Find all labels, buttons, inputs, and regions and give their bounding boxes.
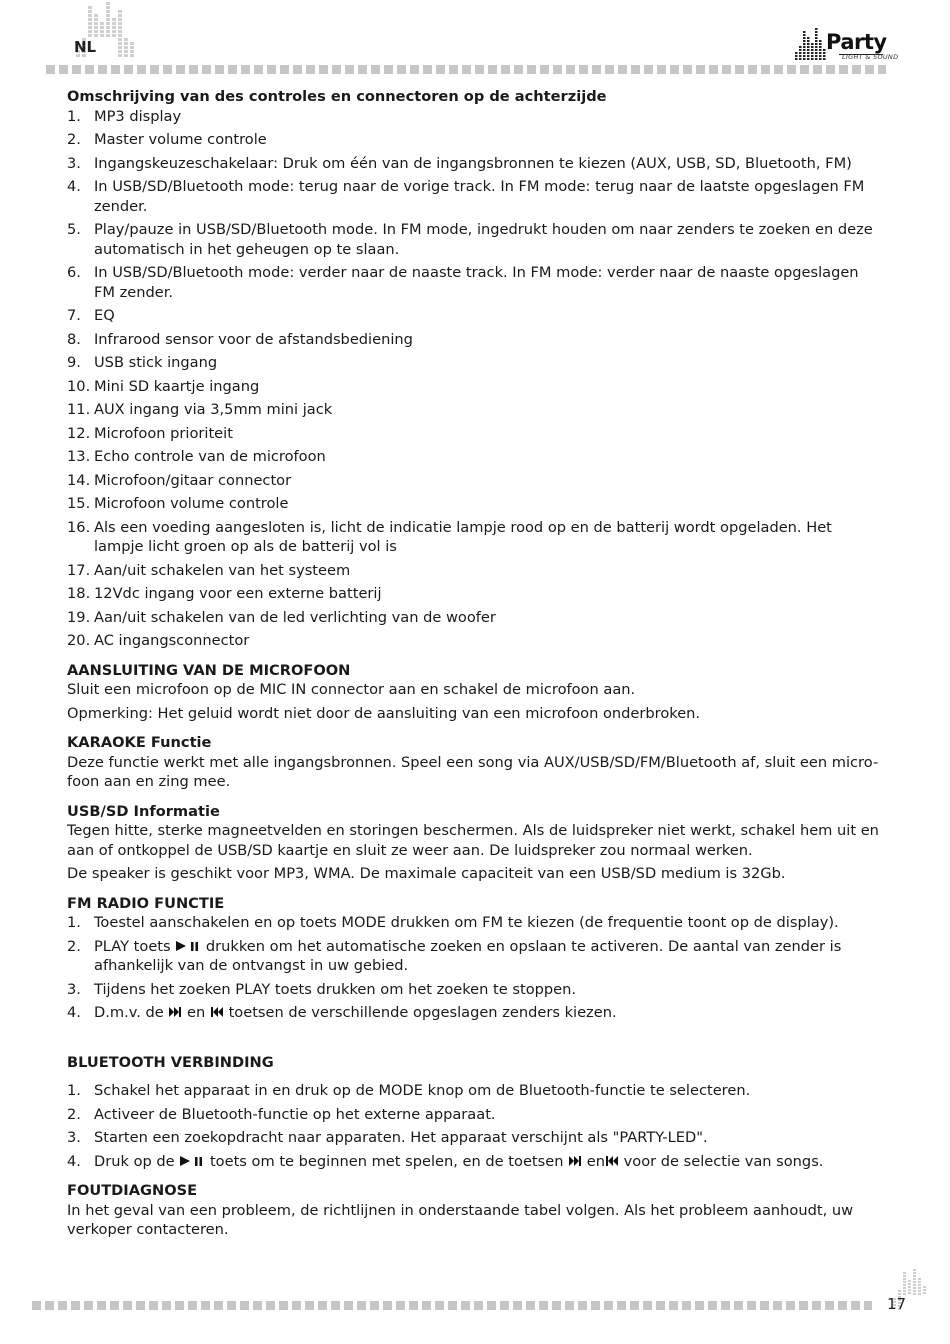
karaoke-paragraph: Deze functie werkt met alle ingangsbronnen. Speel een song via AUX/USB/SD/FM/Bluetooth af, sluit een micro-foon aan en zing mee. — [67, 753, 879, 790]
list-item: 3. Tijdens het zoeken PLAY toets drukken om het zoeken te stoppen. — [67, 980, 577, 998]
list-item: 11. AUX ingang via 3,5mm mini jack — [67, 401, 333, 418]
list-item: 1. Toestel aanschakelen en op toets MODE drukken om FM te kiezen (de frequentie toont op de display). — [67, 914, 839, 931]
usb-paragraph-1: Tegen hitte, sterke magneetvelden en storingen beschermen. Als de luidspreker niet werkt, schakel hem uit en aan of ontkoppel de USB/SD kaartje en sluit ze weer aan. De luidspreker zou normaal werken. — [67, 822, 879, 859]
list-item: 3. Ingangskeuzeschakelaar: Druk om één van de ingangsbronnen te kiezen (AUX, USB, SD, Bluetooth, FM) — [67, 154, 852, 172]
usb-heading: USB/SD Informatie — [67, 802, 220, 820]
list-item: 12. Microfoon prioriteit — [67, 424, 233, 442]
list-item: 10. Mini SD kaartje ingang — [67, 377, 260, 395]
list-item: 15. Microfoon volume controle — [67, 495, 289, 512]
list-item: 2. Activeer de Bluetooth-functie op het externe apparaat. — [67, 1105, 496, 1123]
list-item: 8. Infrarood sensor voor de afstandsbediening — [67, 330, 413, 348]
next-track-icon — [568, 1155, 582, 1167]
list-item: 4. D.m.v. de en toetsen de verschillende opgeslagen zenders kiezen. — [67, 1004, 617, 1021]
fm-steps-list — [67, 913, 879, 1023]
list-item: 1. Schakel het apparaat in en druk op de MODE knop om de Bluetooth-functie te selecteren. — [67, 1082, 751, 1099]
list-item: 6. In USB/SD/Bluetooth mode: verder naar de naaste track. In FM mode: verder naar de naaste opgeslagen FM zender. — [67, 264, 859, 301]
list-item: 20. AC ingangsconnector — [67, 632, 250, 649]
play-pause-icon — [175, 940, 201, 952]
list-item: 19. Aan/uit schakelen van de led verlichting van de woofer — [67, 608, 496, 626]
next-track-icon — [168, 1006, 182, 1018]
bluetooth-heading: BLUETOOTH VERBINDING — [67, 1053, 274, 1071]
diagnosis-paragraph: In het geval van een probleem, de richtlijnen in onderstaande tabel volgen. Als het probleem aanhoudt, uw verkoper contacteren. — [67, 1201, 854, 1238]
usb-paragraph-2: De speaker is geschikt voor MP3, WMA. De maximale capaciteit van een USB/SD medium is 32Gb. — [67, 865, 786, 882]
list-item: 7. EQ — [67, 307, 115, 324]
list-item: 13. Echo controle van de microfoon — [67, 448, 326, 465]
page-number: 17 — [887, 1295, 907, 1313]
list-item: 17. Aan/uit schakelen van het systeem — [67, 561, 351, 579]
fm-heading: FM RADIO FUNCTIE — [67, 894, 225, 912]
diagnosis-heading: FOUTDIAGNOSE — [67, 1182, 198, 1199]
rear-panel-list — [67, 107, 879, 651]
rear-panel-heading: Omschrijving van des controles en connectoren op de achterzijde — [67, 88, 607, 105]
list-item: 9. USB stick ingang — [67, 354, 218, 371]
header-dotted-divider — [46, 65, 886, 74]
bluetooth-steps-list — [67, 1081, 879, 1171]
mic-paragraph-1: Sluit een microfoon op de MIC IN connector aan en schakel de microfoon aan. — [67, 681, 636, 698]
mic-heading: AANSLUITING VAN DE MICROFOON — [67, 661, 351, 679]
mic-paragraph-2: Opmerking: Het geluid wordt niet door de aansluiting van een microfoon onderbroken. — [67, 704, 701, 722]
list-item: 2. Master volume controle — [67, 131, 267, 148]
list-item: 4. In USB/SD/Bluetooth mode: terug naar de vorige track. In FM mode: terug naar de laatste opgeslagen FM zender. — [67, 178, 865, 215]
list-item: 5. Play/pauze in USB/SD/Bluetooth mode. In FM mode, ingedrukt houden om naar zenders te zoeken en deze automatisch in het geheugen op te slaan. — [67, 221, 873, 258]
page-content — [67, 87, 879, 1244]
list-item: 14. Microfoon/gitaar connector — [67, 471, 292, 489]
list-item: 18. 12Vdc ingang voor een externe batterij — [67, 585, 382, 602]
brand-name: Party — [826, 30, 887, 54]
play-pause-icon — [179, 1155, 205, 1167]
list-item: 16. Als een voeding aangesloten is, licht de indicatie lampje rood op en de batterij wordt opgeladen. Het lampje licht groen op als de batterij vol is — [67, 518, 832, 555]
list-item: 1. MP3 display — [67, 107, 182, 125]
brand-subtitle: LIGHT & SOUND — [842, 53, 899, 61]
footer-dotted-divider — [32, 1301, 872, 1310]
list-item: 4. Druk op de toets om te beginnen met spelen, en de toetsen en voor de selectie van songs. — [67, 1152, 824, 1170]
list-item: 2. PLAY toets drukken om het automatische zoeken en opslaan te activeren. De aantal van zender is afhankelijk van de ontvangst in uw gebied. — [67, 937, 842, 974]
karaoke-heading: KARAOKE Functie — [67, 734, 212, 751]
previous-track-icon — [605, 1155, 619, 1167]
language-label: NL — [74, 38, 97, 56]
list-item: 3. Starten een zoekopdracht naar apparaten. Het apparaat verschijnt als "PARTY-LED". — [67, 1129, 708, 1146]
previous-track-icon — [210, 1006, 224, 1018]
